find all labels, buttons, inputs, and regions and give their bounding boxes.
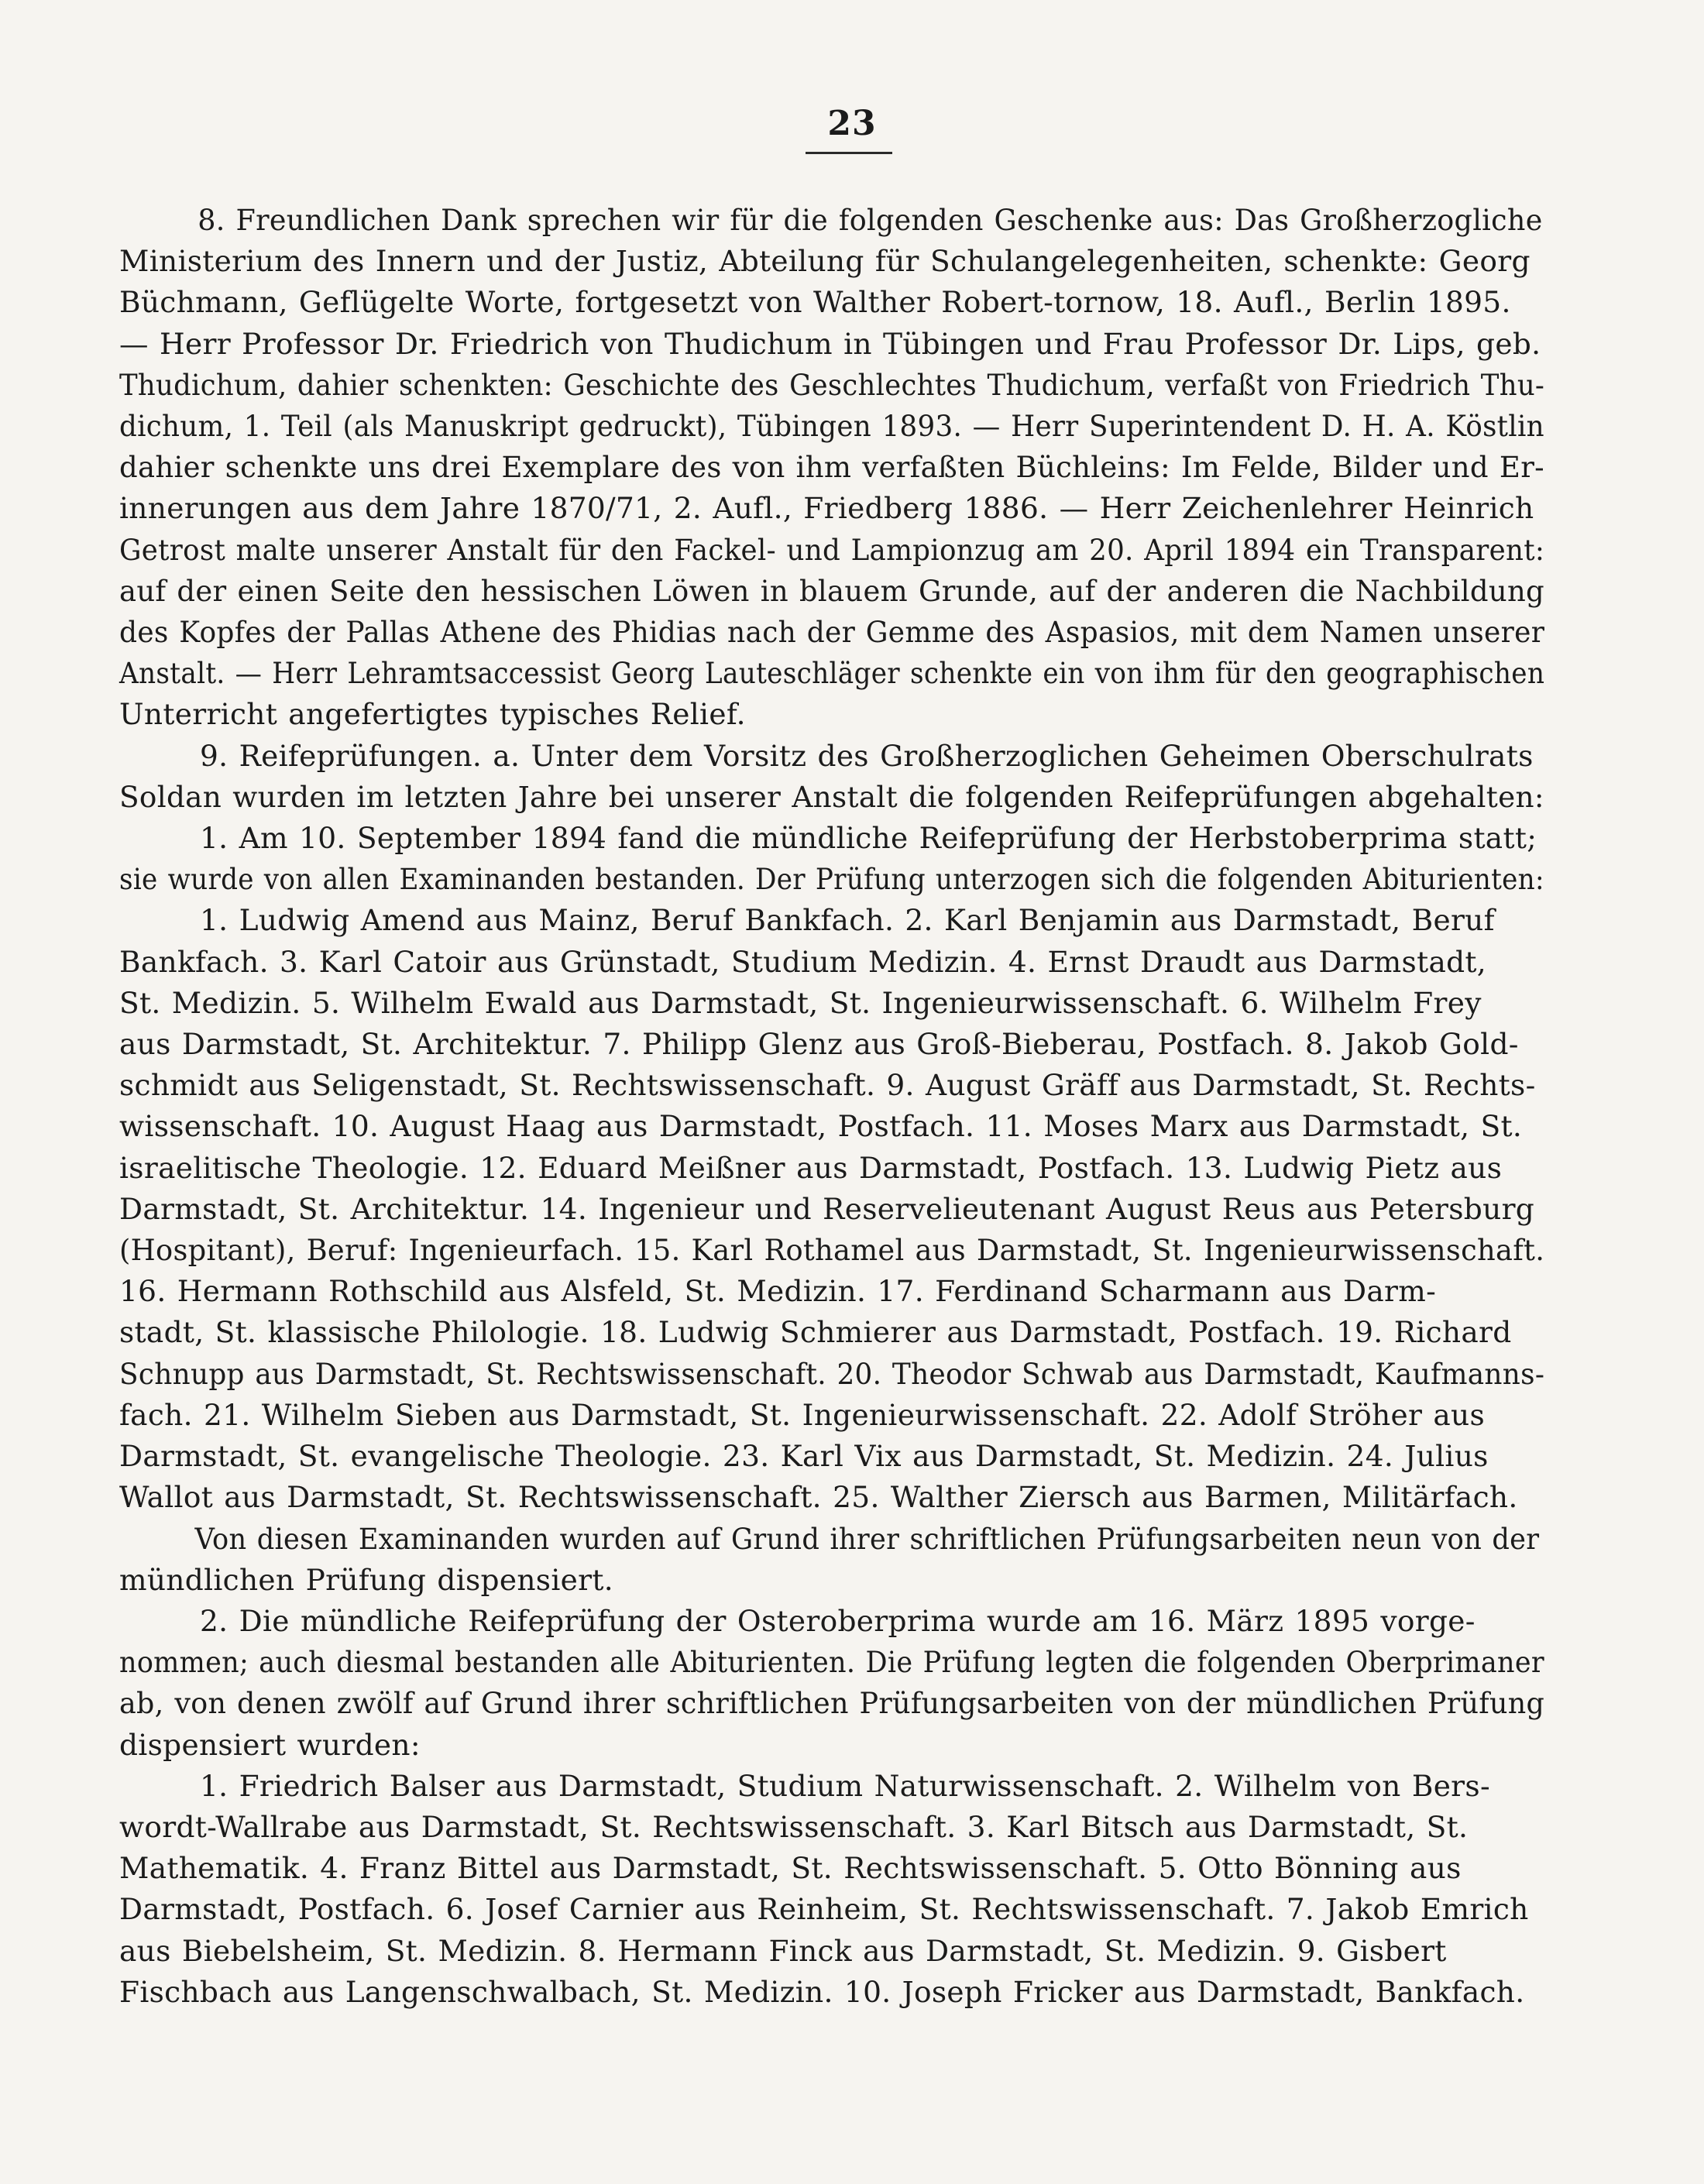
text-line: aus Biebelsheim, St. Medizin. 8. Hermann Finck aus Darmstadt, St. Medizin. 9. Gisbert — [119, 1933, 1447, 1968]
text-line: Darmstadt, St. evangelische Theologie. 23. Karl Vix aus Darmstadt, St. Medizin. 24. Julius — [119, 1439, 1489, 1474]
text-line: dahier schenkte uns drei Exemplare des von ihm verfaßten Büchleins: Im Felde, Bilder und Er- — [119, 450, 1544, 485]
text-line: ab, von denen zwölf auf Grund ihrer schriftlichen Prüfungsarbeiten von der mündlichen Prüfung — [119, 1686, 1545, 1721]
text-line: Bankfach. 3. Karl Catoir aus Grünstadt, Studium Medizin. 4. Ernst Draudt aus Darmstadt, — [119, 944, 1487, 979]
text-line: sie wurde von allen Examinanden bestanden. Der Prüfung unterzogen sich die folgenden Abiturienten: — [119, 862, 1544, 897]
text-line: wordt-Wallrabe aus Darmstadt, St. Rechtswissenschaft. 3. Karl Bitsch aus Darmstadt, St. — [119, 1809, 1469, 1844]
text-line: Von diesen Examinanden wurden auf Grund ihrer schriftlichen Prüfungsarbeiten neun von der — [194, 1521, 1540, 1556]
text-line: aus Darmstadt, St. Architektur. 7. Philipp Glenz aus Groß-Bieberau, Postfach. 8. Jakob Gold- — [119, 1027, 1519, 1062]
text-line: 1. Friedrich Balser aus Darmstadt, Studium Naturwissenschaft. 2. Wilhelm von Bers- — [200, 1768, 1490, 1803]
text-line: Ministerium des Innern und der Justiz, Abteilung für Schulangelegenheiten, schenkte: Georg — [119, 244, 1531, 279]
page-number-rule — [806, 152, 892, 154]
text-line: mündlichen Prüfung dispensiert. — [119, 1562, 613, 1597]
text-line: 2. Die mündliche Reifeprüfung der Osteroberprima wurde am 16. März 1895 vorge- — [200, 1603, 1476, 1638]
text-line: dispensiert wurden: — [119, 1727, 421, 1762]
body-text — [119, 200, 1544, 2013]
text-line: Darmstadt, Postfach. 6. Josef Carnier aus Reinheim, St. Rechtswissenschaft. 7. Jakob Emrich — [119, 1892, 1529, 1927]
text-line: Thudichum, dahier schenkten: Geschichte des Geschlechtes Thudichum, verfaßt von Friedrich Thu- — [119, 367, 1545, 402]
text-line: Fischbach aus Langenschwalbach, St. Medizin. 10. Joseph Fricker aus Darmstadt, Bankfach. — [119, 1974, 1525, 2009]
text-line: 8. Freundlichen Dank sprechen wir für die folgenden Geschenke aus: Das Großherzogliche — [198, 203, 1543, 237]
text-line: nommen; auch diesmal bestanden alle Abiturienten. Die Prüfung legten die folgenden Oberprimaner — [119, 1645, 1544, 1680]
text-line: des Kopfes der Pallas Athene des Phidias nach der Gemme des Aspasios, mit dem Namen unserer — [119, 615, 1545, 650]
text-line: 16. Hermann Rothschild aus Alsfeld, St. Medizin. 17. Ferdinand Scharmann aus Darm- — [119, 1274, 1437, 1309]
text-line: Büchmann, Geflügelte Worte, fortgesetzt von Walther Robert-tornow, 18. Aufl., Berlin 1895. — [119, 285, 1511, 320]
text-line: — Herr Professor Dr. Friedrich von Thudichum in Tübingen und Frau Professor Dr. Lips, geb. — [119, 326, 1541, 361]
text-line: 1. Am 10. September 1894 fand die mündliche Reifeprüfung der Herbstoberprima statt; — [200, 821, 1537, 856]
text-line: dichum, 1. Teil (als Manuskript gedruckt), Tübingen 1893. — Herr Superintendent D. H. A. Köstlin — [119, 409, 1544, 444]
text-line: Getrost malte unserer Anstalt für den Fackel- und Lampionzug am 20. April 1894 ein Transparent: — [119, 532, 1545, 567]
text-line: innerungen aus dem Jahre 1870/71, 2. Aufl., Friedberg 1886. — Herr Zeichenlehrer Heinrich — [119, 491, 1534, 526]
text-line: 1. Ludwig Amend aus Mainz, Beruf Bankfach. 2. Karl Benjamin aus Darmstadt, Beruf — [200, 903, 1495, 938]
text-line: wissenschaft. 10. August Haag aus Darmstadt, Postfach. 11. Moses Marx aus Darmstadt, St. — [119, 1109, 1523, 1144]
text-line: Unterricht angefertigtes typisches Relief. — [119, 697, 746, 732]
text-line: schmidt aus Seligenstadt, St. Rechtswissenschaft. 9. August Gräff aus Darmstadt, St. Rechts- — [119, 1068, 1536, 1103]
text-line: israelitische Theologie. 12. Eduard Meißner aus Darmstadt, Postfach. 13. Ludwig Pietz aus — [119, 1150, 1503, 1185]
text-line: fach. 21. Wilhelm Sieben aus Darmstadt, St. Ingenieurwissenschaft. 22. Adolf Ströher aus — [119, 1397, 1486, 1432]
text-line: Wallot aus Darmstadt, St. Rechtswissenschaft. 25. Walther Ziersch aus Barmen, Militärfach. — [119, 1480, 1518, 1515]
text-line: 9. Reifeprüfungen. a. Unter dem Vorsitz des Großherzoglichen Geheimen Oberschulrats — [200, 738, 1534, 773]
text-line: Schnupp aus Darmstadt, St. Rechtswissenschaft. 20. Theodor Schwab aus Darmstadt, Kaufmanns- — [119, 1356, 1545, 1391]
text-line: St. Medizin. 5. Wilhelm Ewald aus Darmstadt, St. Ingenieurwissenschaft. 6. Wilhelm Frey — [119, 985, 1482, 1020]
text-line: stadt, St. klassische Philologie. 18. Ludwig Schmierer aus Darmstadt, Postfach. 19. Richard — [119, 1315, 1512, 1350]
text-line: Anstalt. — Herr Lehramtsaccessist Georg Lauteschläger schenkte ein von ihm für den geographischen — [119, 656, 1545, 691]
text-line: (Hospitant), Beruf: Ingenieurfach. 15. Karl Rothamel aus Darmstadt, St. Ingenieurwissenschaft. — [119, 1233, 1545, 1268]
text-line: Darmstadt, St. Architektur. 14. Ingenieur und Reservelieutenant August Reus aus Petersburg — [119, 1191, 1535, 1226]
text-line: Soldan wurden im letzten Jahre bei unserer Anstalt die folgenden Reifeprüfungen abgehalten: — [119, 779, 1544, 814]
page-number: 23 — [827, 104, 877, 143]
text-line: Mathematik. 4. Franz Bittel aus Darmstadt, St. Rechtswissenschaft. 5. Otto Bönning aus — [119, 1851, 1462, 1886]
text-line: auf der einen Seite den hessischen Löwen in blauem Grunde, auf der anderen die Nachbildung — [119, 573, 1545, 608]
